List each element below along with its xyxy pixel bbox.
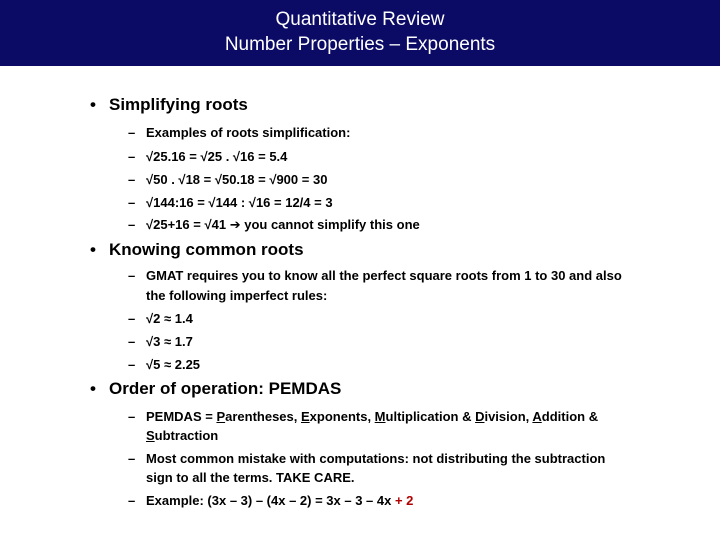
example-highlight: + 2	[394, 493, 414, 508]
dash-marker: –	[128, 268, 136, 283]
pemdas-letter-d: D	[475, 409, 485, 424]
list-item-text: sign to all the terms. TAKE CARE.	[146, 470, 355, 485]
root-sum-expression: √25+16 = √41	[146, 217, 227, 232]
dash-marker: –	[128, 149, 136, 164]
pemdas-word: arentheses,	[225, 409, 301, 424]
pemdas-word: ultiplication &	[385, 409, 476, 424]
example-main-text: Example: (3x – 3) – (4x – 2) = 3x – 3 – 4x	[146, 493, 392, 508]
pemdas-word: ubtraction	[154, 428, 219, 443]
dash-marker: –	[128, 334, 136, 349]
section-heading: Knowing common roots	[109, 240, 304, 259]
pemdas-word: xponents,	[309, 409, 375, 424]
bullet-dot: •	[90, 240, 96, 259]
pemdas-definition	[146, 407, 598, 426]
pemdas-letter-e: E	[300, 409, 310, 424]
dash-marker: –	[128, 493, 136, 508]
list-item-text	[146, 215, 420, 234]
pemdas-definition-cont	[146, 426, 218, 445]
section-heading: Simplifying roots	[109, 95, 248, 114]
dash-marker: –	[128, 125, 136, 140]
pemdas-letter-a: A	[532, 409, 542, 424]
pemdas-prefix: PEMDAS =	[146, 409, 217, 424]
dash-marker: –	[128, 451, 136, 466]
dash-marker: –	[128, 195, 136, 210]
list-item-text: √144:16 = √144 : √16 = 12/4 = 3	[146, 195, 333, 210]
list-item-text: the following imperfect rules:	[146, 288, 328, 303]
bullet-dot: •	[90, 379, 96, 398]
pemdas-letter-p: P	[216, 409, 226, 424]
example-expression	[146, 491, 413, 510]
dash-marker: –	[128, 217, 136, 232]
list-item-text: √25.16 = √25 . √16 = 5.4	[146, 149, 288, 164]
list-item-text: √2 ≈ 1.4	[146, 311, 193, 326]
list-item-text: Examples of roots simplification:	[146, 125, 351, 140]
list-item-text: √50 . √18 = √50.18 = √900 = 30	[146, 172, 328, 187]
bullet-common-roots	[90, 240, 304, 260]
slide-title-line1: Quantitative Review	[275, 9, 445, 30]
list-item-text: Most common mistake with computations: not distributing the subtraction	[146, 451, 606, 466]
list-item-text: GMAT requires you to know all the perfect square roots from 1 to 30 and also	[146, 268, 622, 283]
bullet-simplifying-roots	[90, 95, 248, 115]
arrow-right-icon: ➔	[229, 217, 241, 232]
pemdas-word: ivision,	[484, 409, 533, 424]
list-item-text: √3 ≈ 1.7	[146, 334, 193, 349]
pemdas-letter-m: M	[374, 409, 386, 424]
dash-marker: –	[128, 357, 136, 372]
dash-marker: –	[128, 311, 136, 326]
pemdas-word: ddition &	[541, 409, 599, 424]
bullet-order-of-operation	[90, 379, 341, 399]
section-heading: Order of operation: PEMDAS	[109, 379, 342, 398]
slide-title-line2: Number Properties – Exponents	[224, 34, 496, 55]
list-item-text: √5 ≈ 2.25	[146, 357, 201, 372]
cannot-simplify-note: you cannot simplify this one	[244, 217, 420, 232]
dash-marker: –	[128, 409, 136, 424]
pemdas-letter-s: S	[146, 428, 155, 443]
bullet-dot: •	[90, 95, 96, 114]
dash-marker: –	[128, 172, 136, 187]
